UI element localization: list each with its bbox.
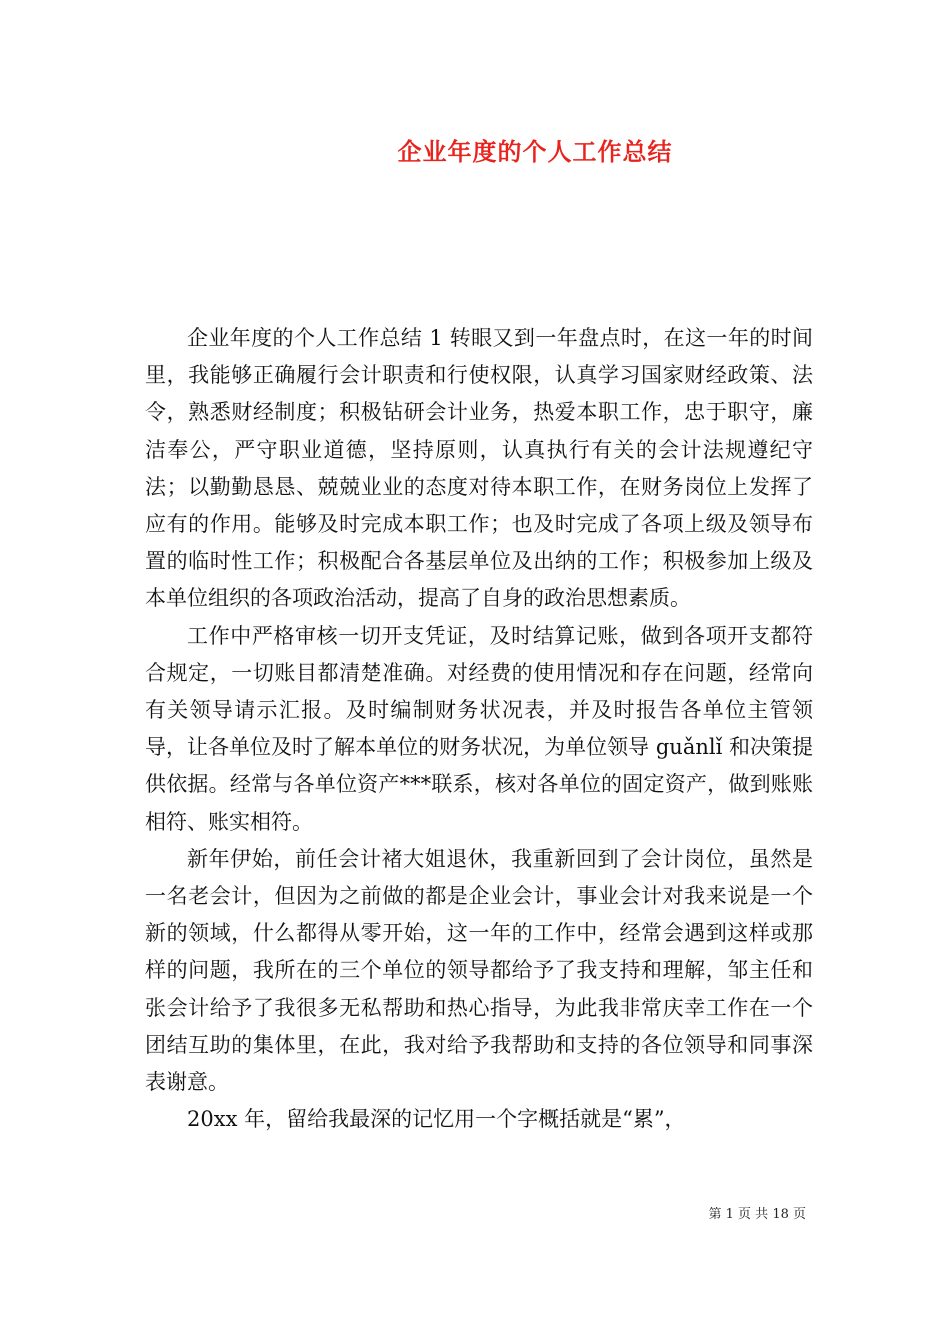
paragraph-3: 新年伊始，前任会计褚大姐退休，我重新回到了会计岗位，虽然是一名老会计，但因为之前做的都是企业会计，事业会计对我来说是一个新的领域，什么都得从零开始，这一年的工作中，经常会遇到这样或那样的问题，我所在的三个单位的领导都给予了我支持和理解，邹主任和张会计给予了我很多无私帮助和热心指导，为此我非常庆幸工作在一个团结互助的集体里，在此，我对给予我帮助和支持的各位领导和同事深表谢意。	[145, 846, 813, 1095]
document-body	[145, 320, 813, 1138]
paragraph-4: 20xx 年，留给我最深的记忆用一个字概括就是“累”，	[187, 1107, 686, 1132]
document-title: 企业年度的个人工作总结	[397, 137, 673, 166]
paragraph-1: 企业年度的个人工作总结 1 转眼又到一年盘点时，在这一年的时间里，我能够正确履行会计职责和行使权限，认真学习国家财经政策、法令，熟悉财经制度；积极钻研会计业务，热爱本职工作，忠于职守，廉洁奉公，严守职业道德，坚持原则，认真执行有关的会计法规遵纪守法；以勤勤恳恳、兢兢业业的态度对待本职工作，在财务岗位上发挥了应有的作用。能够及时完成本职工作；也及时完成了各项上级及领导布置的临时性工作；积极配合各基层单位及出纳的工作；积极参加上级及本单位组织的各项政治活动，提高了自身的政治思想素质。	[145, 326, 813, 611]
page-number-footer: 第 1 页 共 18 页	[708, 1207, 806, 1222]
paragraph-2: 工作中严格审核一切开支凭证，及时结算记账，做到各项开支都符合规定，一切账目都清楚准确。对经费的使用情况和存在问题，经常向有关领导请示汇报。及时编制财务状况表，并及时报告各单位主管领导，让各单位及时了解本单位的财务状况，为单位领导 guǎnlǐ 和决策提供依据。经常与各单位资产***联系，核对各单位的固定资产，做到账账相符、账实相符。	[145, 623, 813, 834]
